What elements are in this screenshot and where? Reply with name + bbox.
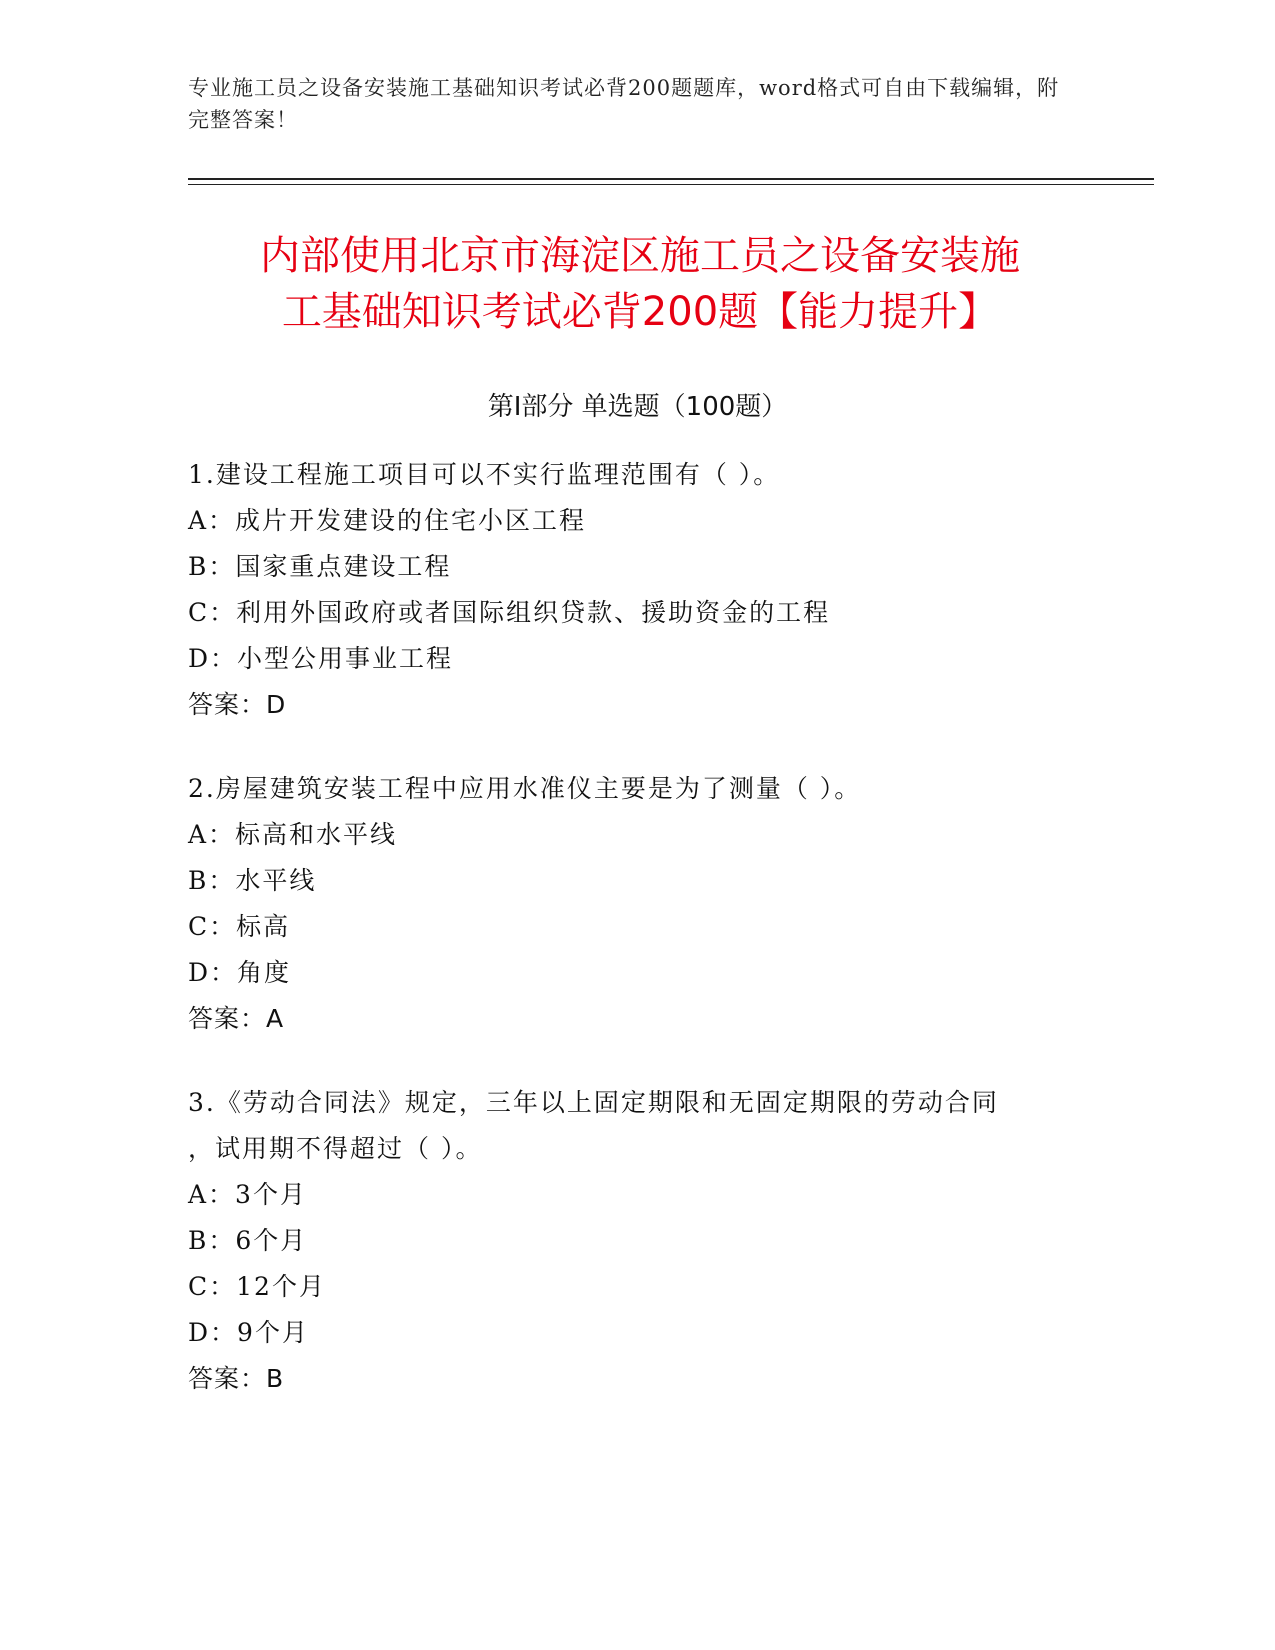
- document-title: [160, 228, 1120, 340]
- question-1: [188, 452, 1068, 728]
- option-a: A：标高和水平线: [188, 820, 398, 849]
- header-divider-thick: [188, 178, 1154, 180]
- option-a: A：3个月: [188, 1180, 307, 1209]
- option-d: D：9个月: [188, 1318, 309, 1347]
- answer: 答案：D: [188, 690, 287, 719]
- option-b: B：水平线: [188, 866, 317, 895]
- option-c: C：12个月: [188, 1272, 326, 1301]
- document-title-line-1: 内部使用北京市海淀区施工员之设备安装施: [260, 233, 1020, 279]
- answer: 答案：A: [188, 1004, 285, 1033]
- option-a: A：成片开发建设的住宅小区工程: [188, 506, 587, 535]
- option-d: D：角度: [188, 958, 292, 987]
- question-stem: 2.房屋建筑安装工程中应用水准仪主要是为了测量（ ）。: [188, 774, 862, 803]
- question-2: [188, 766, 1068, 1042]
- document-title-line-2: 工基础知识考试必背200题【能力提升】: [281, 289, 999, 335]
- answer: 答案：B: [188, 1364, 285, 1393]
- question-3: [188, 1080, 1068, 1402]
- question-stem-line-2: ，试用期不得超过（ ）。: [188, 1134, 483, 1163]
- option-b: B：6个月: [188, 1226, 308, 1255]
- option-c: C：标高: [188, 912, 291, 941]
- option-d: D：小型公用事业工程: [188, 644, 454, 673]
- header-divider-thin: [188, 184, 1154, 185]
- header-note: 专业施工员之设备安装施工基础知识考试必背200题题库，word格式可自由下载编辑，附完整答案！: [188, 76, 1060, 132]
- option-b: B：国家重点建设工程: [188, 552, 452, 581]
- question-stem-line-1: 3.《劳动合同法》规定，三年以上固定期限和无固定期限的劳动合同: [188, 1088, 999, 1117]
- option-c: C：利用外国政府或者国际组织贷款、援助资金的工程: [188, 598, 831, 627]
- question-stem: 1.建设工程施工项目可以不实行监理范围有（ ）。: [188, 460, 781, 489]
- section-title: 第I部分 单选题（100题）: [487, 392, 788, 422]
